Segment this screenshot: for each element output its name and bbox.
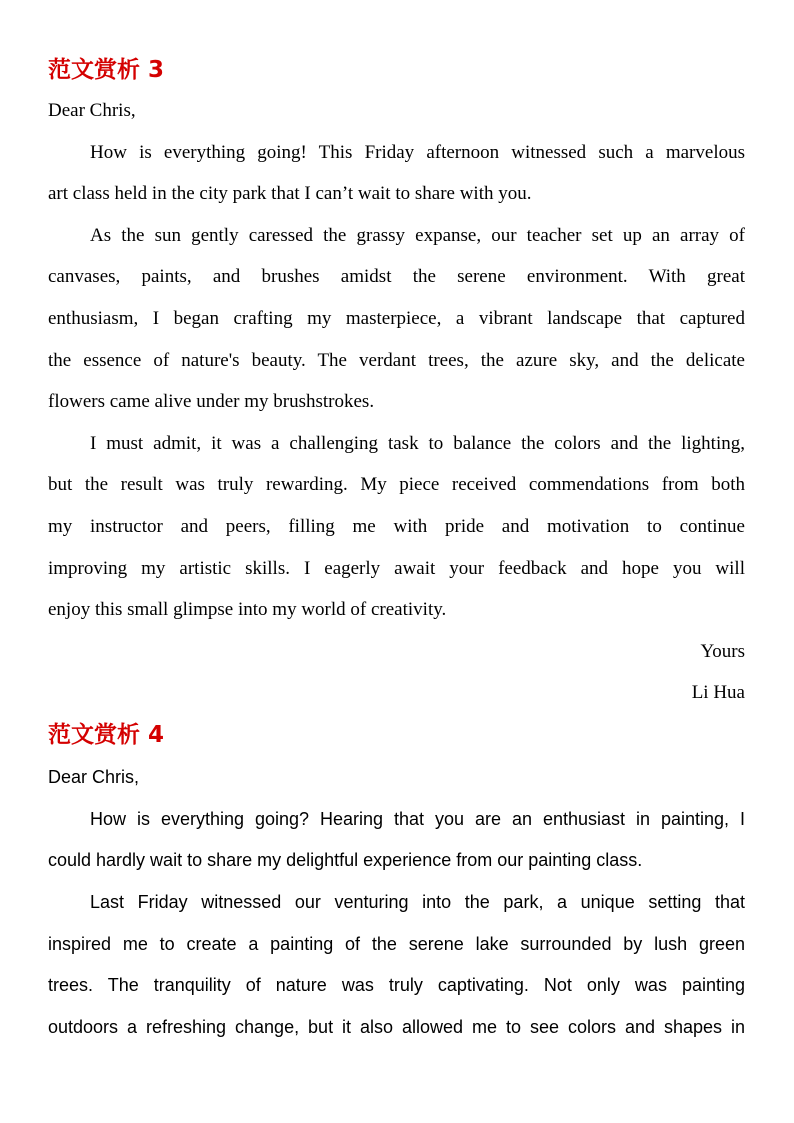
section-3-line: my instructor and peers, filling me with pride and motivation to continue: [48, 516, 745, 537]
section-4-line: could hardly wait to share my delightful experience from our painting class.: [48, 850, 643, 870]
section-4-heading: 范文赏析 4: [48, 722, 165, 748]
section-3-line: enthusiasm, I began crafting my masterpiece, a vibrant landscape that captured: [48, 308, 745, 329]
section-3-line: improving my artistic skills. I eagerly await your feedback and hope you will: [48, 558, 745, 579]
section-4-line: inspired me to create a painting of the serene lake surrounded by lush green: [48, 934, 745, 954]
section-4-greeting: Dear Chris,: [48, 767, 140, 787]
section-3-greeting: Dear Chris,: [48, 100, 136, 121]
section-3-line: the essence of nature's beauty. The verdant trees, the azure sky, and the delicate: [48, 350, 745, 371]
section-3-line: art class held in the city park that I can’t wait to share with you.: [48, 183, 532, 204]
section-3-signature: Li Hua: [691, 682, 745, 703]
section-3-line: flowers came alive under my brushstrokes.: [48, 391, 375, 412]
section-3-line: but the result was truly rewarding. My piece received commendations from both: [48, 474, 745, 495]
section-4-line: outdoors a refreshing change, but it also allowed me to see colors and shapes in: [48, 1017, 745, 1037]
section-3-line: canvases, paints, and brushes amidst the serene environment. With great: [48, 266, 745, 287]
section-4-line: How is everything going? Hearing that you are an enthusiast in painting, I: [90, 809, 745, 829]
section-3-line: As the sun gently caressed the grassy expanse, our teacher set up an array of: [90, 225, 745, 246]
section-3-closing: Yours: [700, 641, 745, 662]
section-3-line: How is everything going! This Friday afternoon witnessed such a marvelous: [90, 142, 745, 163]
section-4-line: trees. The tranquility of nature was truly captivating. Not only was painting: [48, 975, 745, 995]
section-4-line: Last Friday witnessed our venturing into the park, a unique setting that: [90, 892, 745, 912]
section-3-line: enjoy this small glimpse into my world of creativity.: [48, 599, 447, 620]
section-3-heading: 范文赏析 3: [48, 57, 165, 83]
section-3-line: I must admit, it was a challenging task to balance the colors and the lighting,: [90, 433, 745, 454]
